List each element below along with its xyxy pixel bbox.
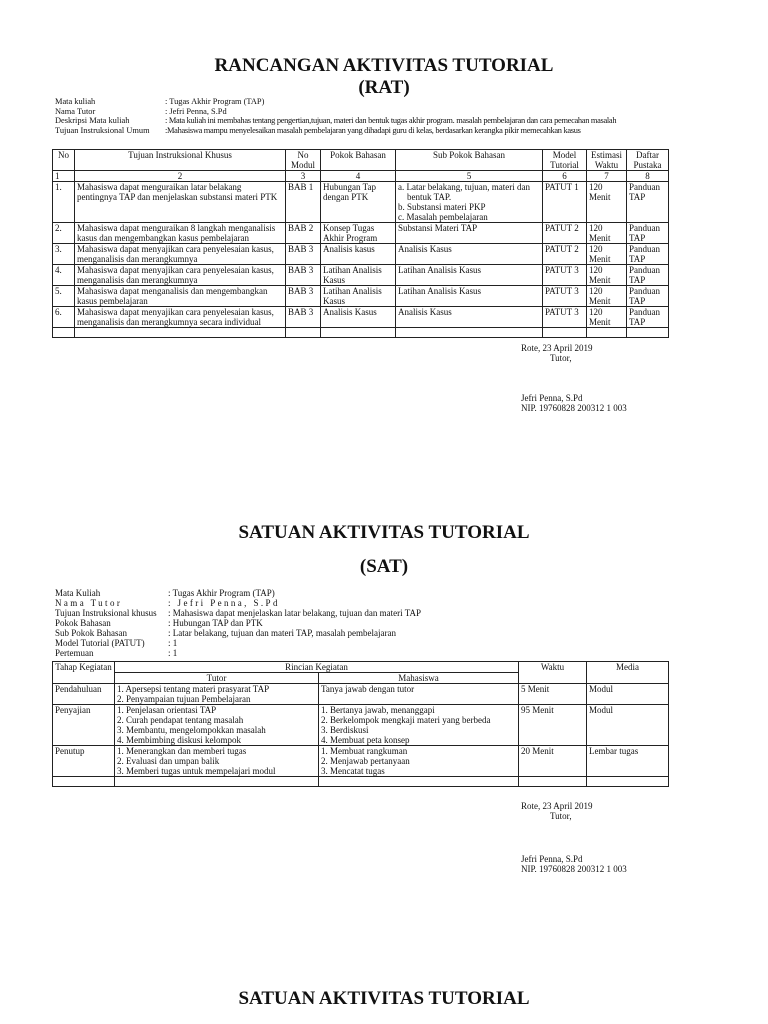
sat-meta-row — [55, 598, 421, 608]
cell-pustaka: Panduan TAP — [627, 265, 669, 286]
cell-pustaka: Panduan TAP — [627, 307, 669, 328]
meta-value: : Jefri Penna, S.Pd — [165, 106, 227, 116]
cell-model: PATUT 1 — [543, 182, 587, 223]
cell-pokok: Hubungan Tap dengan PTK — [321, 182, 396, 223]
meta-label: Nama Tutor — [55, 598, 123, 608]
table-row — [53, 182, 669, 223]
cell-sub: Substansi Materi TAP — [396, 223, 543, 244]
col-number: 2 — [75, 171, 286, 182]
col-header-waktu: Estimasi Waktu — [587, 150, 627, 171]
col-number: 1 — [53, 171, 75, 182]
cell-model: PATUT 2 — [543, 223, 587, 244]
table-row — [53, 684, 669, 705]
rat-meta-row — [55, 116, 655, 126]
sat-title: SATUAN AKTIVITAS TUTORIAL — [238, 522, 530, 543]
list-item: 3. Mencatat tugas — [321, 766, 385, 776]
cell-tik: Mahasiswa dapat menganalisis dan mengembangkan kasus pembelajaran — [75, 286, 286, 307]
cell-modul: BAB 3 — [286, 265, 321, 286]
table-row — [53, 746, 669, 777]
meta-label: Tujuan Instruksional khusus — [55, 608, 157, 618]
list-item: 2. Penyampaian tujuan Pembelajaran — [117, 694, 251, 704]
meta-label: Nama Tutor — [55, 106, 96, 116]
cell-media: Modul — [587, 705, 669, 746]
list-item: 1. Membuat rangkuman — [321, 746, 408, 756]
list-item: 2. Curah pendapat tentang masalah — [117, 715, 244, 725]
sat-meta-row — [55, 588, 421, 598]
rat-meta — [55, 97, 655, 135]
rat-meta-row — [55, 126, 655, 136]
sat-table — [52, 661, 669, 787]
col-header-model: Model Tutorial — [543, 150, 587, 171]
col-header-no: No — [53, 150, 75, 171]
meta-value: : Tugas Akhir Program (TAP) — [168, 588, 275, 598]
table-row — [53, 307, 669, 328]
sub-item: b. Substansi materi PKP — [398, 202, 486, 212]
cell-mahasiswa — [319, 746, 519, 777]
rat-signature — [521, 343, 627, 413]
list-item: 2. Berkelompok mengkaji materi yang berbeda — [321, 715, 491, 725]
sub-item: a. Latar belakang, tujuan, materi dan bentuk TAP. — [398, 182, 530, 202]
meta-label: Tujuan Instruksional Umum — [55, 125, 150, 135]
list-item: 2. Menjawab pertanyaan — [321, 756, 410, 766]
cell-no: 5. — [53, 286, 75, 307]
col-header-tik: Tujuan Instruksional Khusus — [75, 150, 286, 171]
rat-table — [52, 149, 669, 338]
cell-tutor — [115, 746, 319, 777]
signature-role: Tutor, — [550, 353, 572, 363]
cell-modul: BAB 3 — [286, 244, 321, 265]
meta-label: Pokok Bahasan — [55, 618, 111, 628]
cell-waktu: 20 Menit — [519, 746, 587, 777]
rat-meta-row — [55, 107, 655, 117]
meta-value: : Latar belakang, tujuan dan materi TAP, masalah pembelajaran — [168, 628, 397, 638]
cell-no: 1. — [53, 182, 75, 223]
table-row-empty — [53, 777, 669, 787]
meta-value: : Tugas Akhir Program (TAP) — [165, 97, 265, 106]
col-header-tahap: Tahap Kegiatan — [53, 662, 115, 684]
signature-nip: NIP. 19760828 200312 1 003 — [521, 864, 627, 874]
cell-waktu: 5 Menit — [519, 684, 587, 705]
cell-model: PATUT 3 — [543, 286, 587, 307]
cell-pokok: Konsep Tugas Akhir Program — [321, 223, 396, 244]
col-number: 7 — [587, 171, 627, 182]
meta-value: : Jefri Penna, S.Pd — [168, 598, 280, 608]
cell-tahap: Pendahuluan — [53, 684, 115, 705]
cell-model: PATUT 3 — [543, 307, 587, 328]
cell-waktu: 120 Menit — [587, 286, 627, 307]
table-row — [53, 705, 669, 746]
cell-sub: Analisis Kasus — [396, 244, 543, 265]
col-header-pustaka: Daftar Pustaka — [627, 150, 669, 171]
cell-no: 3. — [53, 244, 75, 265]
signature-place-date: Rote, 23 April 2019 — [521, 801, 593, 811]
list-item: 1. Menerangkan dan memberi tugas — [117, 746, 247, 756]
cell-mahasiswa — [319, 684, 519, 705]
table-row — [53, 244, 669, 265]
cell-pustaka: Panduan TAP — [627, 286, 669, 307]
sat-meta-row — [55, 638, 421, 648]
signature-name: Jefri Penna, S.Pd — [521, 854, 583, 864]
next-page-title: SATUAN AKTIVITAS TUTORIAL — [238, 988, 530, 1009]
rat-meta-row — [55, 97, 655, 107]
cell-pokok: Latihan Analisis Kasus — [321, 265, 396, 286]
cell-modul: BAB 3 — [286, 286, 321, 307]
meta-label: Pertemuan — [55, 648, 94, 658]
cell-pustaka: Panduan TAP — [627, 182, 669, 223]
col-number: 5 — [396, 171, 543, 182]
signature-nip: NIP. 19760828 200312 1 003 — [521, 403, 627, 413]
col-number: 8 — [627, 171, 669, 182]
col-header-modul: No Modul — [286, 150, 321, 171]
sat-meta-row — [55, 608, 421, 618]
cell-pokok: Latihan Analisis Kasus — [321, 286, 396, 307]
cell-pustaka: Panduan TAP — [627, 223, 669, 244]
meta-value: : 1 — [168, 638, 178, 648]
cell-tahap: Penutup — [53, 746, 115, 777]
list-item: Tanya jawab dengan tutor — [321, 684, 415, 694]
cell-tik: Mahasiswa dapat menyajikan cara penyelesaian kasus, menganalisis dan merangkumnya — [75, 244, 286, 265]
table-row — [53, 286, 669, 307]
signature-role: Tutor, — [550, 811, 572, 821]
list-item: 3. Memberi tugas untuk mempelajari modul — [117, 766, 276, 776]
sat-meta-row — [55, 618, 421, 628]
cell-pokok: Analisis kasus — [321, 244, 396, 265]
cell-modul: BAB 2 — [286, 223, 321, 244]
rat-header-row — [53, 150, 669, 171]
cell-modul: BAB 1 — [286, 182, 321, 223]
meta-label: Mata Kuliah — [55, 588, 101, 598]
table-row — [53, 223, 669, 244]
cell-model: PATUT 3 — [543, 265, 587, 286]
cell-media: Lembar tugas — [587, 746, 669, 777]
rat-subtitle: (RAT) — [358, 77, 410, 98]
col-header-pokok: Pokok Bahasan — [321, 150, 396, 171]
list-item: 1. Penjelasan orientasi TAP — [117, 705, 217, 715]
cell-sub: Analisis Kasus — [396, 307, 543, 328]
cell-waktu: 120 Menit — [587, 223, 627, 244]
meta-label: Deskripsi Mata kuliah — [55, 116, 130, 126]
list-item: 4. Membuat peta konsep — [321, 735, 410, 745]
list-item: 3. Membantu, mengelompokkan masalah — [117, 725, 266, 735]
col-header-rincian: Rincian Kegiatan — [115, 662, 519, 673]
col-header-waktu: Waktu — [519, 662, 587, 684]
col-header-mahasiswa: Mahasiswa — [319, 673, 519, 684]
list-item: 2. Evaluasi dan umpan balik — [117, 756, 220, 766]
cell-tahap: Penyajian — [53, 705, 115, 746]
meta-value: : 1 — [168, 648, 178, 658]
list-item: 3. Berdiskusi — [321, 725, 369, 735]
col-header-sub: Sub Pokok Bahasan — [396, 150, 543, 171]
cell-no: 2. — [53, 223, 75, 244]
col-header-tutor: Tutor — [115, 673, 319, 684]
cell-tutor — [115, 705, 319, 746]
cell-tik: Mahasiswa dapat menguraikan 8 langkah menganalisis kasus dan mengembangkan kasus pembelajaran — [75, 223, 286, 244]
list-item: 1. Bertanya jawab, menanggapi — [321, 705, 435, 715]
sat-meta-row — [55, 648, 421, 658]
meta-label: Sub Pokok Bahasan — [55, 628, 127, 638]
cell-sub: Latihan Analisis Kasus — [396, 286, 543, 307]
col-number: 6 — [543, 171, 587, 182]
cell-waktu: 120 Menit — [587, 265, 627, 286]
meta-value: : Mata kuliah ini membahas tentang pengertian,tujuan, materi dan bentuk tugas akhir program. masalah pembelajaran dan cara pemecahan masalah — [165, 116, 617, 126]
col-number: 3 — [286, 171, 321, 182]
meta-label: Model Tutorial (PATUT) — [55, 638, 145, 648]
col-number: 4 — [321, 171, 396, 182]
cell-pustaka: Panduan TAP — [627, 244, 669, 265]
cell-waktu: 120 Menit — [587, 307, 627, 328]
table-row — [53, 265, 669, 286]
signature-place-date: Rote, 23 April 2019 — [521, 343, 593, 353]
meta-value: : Mahasiswa dapat menjelaskan latar belakang, tujuan dan materi TAP — [168, 608, 422, 618]
cell-tik: Mahasiswa dapat menyajikan cara penyelesaian kasus, menganalisis dan merangkumnya secara individual — [75, 307, 286, 328]
cell-media: Modul — [587, 684, 669, 705]
cell-pokok: Analisis Kasus — [321, 307, 396, 328]
sat-meta-row — [55, 628, 421, 638]
rat-title: RANCANGAN AKTIVITAS TUTORIAL — [214, 55, 554, 76]
list-item: 1. Apersepsi tentang materi prasyarat TAP — [117, 684, 270, 694]
table-row-empty — [53, 328, 669, 338]
meta-value: :Mahasiswa mampu menyelesaikan masalah pembelajaran yang dihadapi guru di kelas, berdasarkan kerangka pikir memecahkan kasus — [165, 125, 581, 135]
cell-tik: Mahasiswa dapat menguraikan latar belakang pentingnya TAP dan menjelaskan substansi materi PTK — [75, 182, 286, 223]
cell-no: 4. — [53, 265, 75, 286]
cell-sub: Latihan Analisis Kasus — [396, 265, 543, 286]
cell-tik: Mahasiswa dapat menyajikan cara penyelesaian kasus, menganalisis dan merangkumnya — [75, 265, 286, 286]
cell-no: 6. — [53, 307, 75, 328]
cell-mahasiswa — [319, 705, 519, 746]
sat-subtitle: (SAT) — [359, 556, 409, 577]
cell-tutor — [115, 684, 319, 705]
cell-modul: BAB 3 — [286, 307, 321, 328]
sub-item: c. Masalah pembelajaran — [398, 212, 488, 222]
list-item: 4. Membimbing diskusi kelompok — [117, 735, 242, 745]
cell-model: PATUT 2 — [543, 244, 587, 265]
sat-header-row — [53, 662, 669, 673]
cell-waktu: 95 Menit — [519, 705, 587, 746]
cell-waktu: 120 Menit — [587, 182, 627, 223]
col-header-media: Media — [587, 662, 669, 684]
signature-name: Jefri Penna, S.Pd — [521, 393, 583, 403]
sat-signature — [521, 801, 627, 874]
cell-waktu: 120 Menit — [587, 244, 627, 265]
cell-sub — [396, 182, 543, 223]
meta-label: Mata kuliah — [55, 97, 96, 106]
meta-value: : Hubungan TAP dan PTK — [168, 618, 263, 628]
rat-number-row — [53, 171, 669, 182]
sat-meta — [55, 588, 421, 658]
